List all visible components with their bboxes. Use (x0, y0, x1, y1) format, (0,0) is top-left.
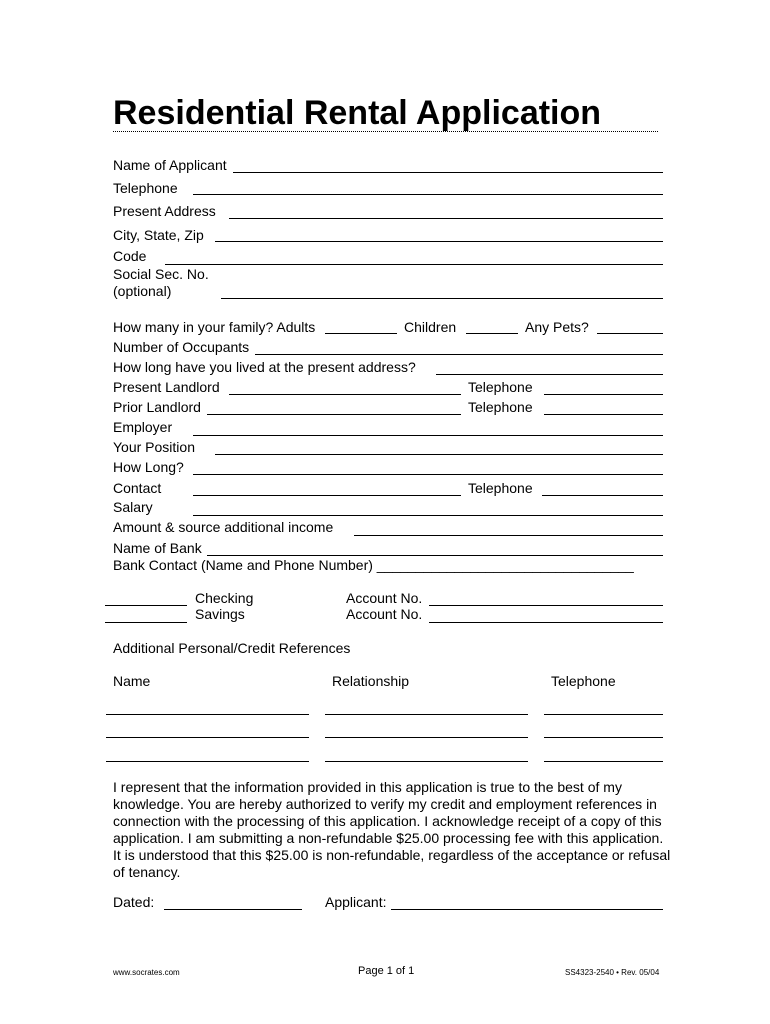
code-label: Code (113, 248, 147, 264)
reference-3-relationship-field[interactable] (325, 761, 528, 762)
ssn-label: Social Sec. No. (113, 266, 209, 282)
savings-account-field[interactable] (429, 622, 663, 623)
occupants-label: Number of Occupants (113, 339, 250, 355)
reference-2-relationship-field[interactable] (325, 737, 528, 738)
applicant-signature-label: Applicant: (325, 894, 387, 910)
contact-label: Contact (113, 480, 162, 496)
present-landlord-label: Present Landlord (113, 379, 220, 395)
reference-1-name-field[interactable] (106, 714, 309, 715)
additional-income-label: Amount & source additional income (113, 519, 334, 535)
additional-income-field[interactable] (354, 535, 663, 536)
contact-telephone-field[interactable] (542, 495, 663, 496)
prior-landlord-label: Prior Landlord (113, 399, 201, 415)
reference-1-telephone-field[interactable] (544, 714, 663, 715)
contact-field[interactable] (193, 495, 461, 496)
checking-label: Checking (195, 590, 254, 606)
ssn-field[interactable] (221, 298, 663, 299)
footer-form-code: SS4323-2540 • Rev. 05/04 (565, 968, 660, 977)
footer-website: www.socrates.com (113, 968, 180, 977)
any-pets-label: Any Pets? (525, 319, 589, 335)
checking-account-field[interactable] (429, 605, 663, 606)
dated-field[interactable] (164, 909, 302, 910)
checking-account-label: Account No. (346, 590, 423, 606)
employer-field[interactable] (193, 435, 663, 436)
reference-1-relationship-field[interactable] (325, 714, 528, 715)
prior-landlord-telephone-field[interactable] (544, 414, 663, 415)
contact-telephone-label: Telephone (468, 480, 533, 496)
savings-account-label: Account No. (346, 606, 423, 622)
references-telephone-header: Telephone (551, 673, 616, 689)
checking-field[interactable] (105, 605, 187, 606)
children-field[interactable] (466, 333, 518, 334)
references-name-header: Name (113, 673, 151, 689)
authorization-statement: I represent that the information provided in this application is true to the best of my knowledge. You are hereby authorized to verify my credit and employment references in connection with the processing of this application. I acknowledge receipt of a copy of this application. I am submitting a non-refundable $25.00 processing fee with this application. It is understood that this $25.00 is non-refundable, regardless of the acceptance or refusal of tenancy. (113, 779, 671, 880)
page-title: Residential Rental Application (113, 94, 602, 132)
telephone-field[interactable] (193, 194, 663, 195)
savings-field[interactable] (105, 622, 187, 623)
reference-3-telephone-field[interactable] (544, 761, 663, 762)
reference-3-name-field[interactable] (106, 761, 309, 762)
how-long-employed-field[interactable] (193, 474, 663, 475)
salary-field[interactable] (193, 515, 663, 516)
name-of-applicant-field[interactable] (233, 172, 663, 173)
present-landlord-telephone-label: Telephone (468, 379, 533, 395)
present-landlord-telephone-field[interactable] (544, 394, 663, 395)
bank-name-label: Name of Bank (113, 540, 202, 556)
position-label: Your Position (113, 439, 195, 455)
bank-contact-label: Bank Contact (Name and Phone Number) _________________________________ (113, 557, 634, 573)
occupants-field[interactable] (255, 354, 663, 355)
ssn-optional-label: (optional) (113, 283, 172, 299)
reference-2-telephone-field[interactable] (544, 737, 663, 738)
position-field[interactable] (215, 454, 663, 455)
footer-page-number: Page 1 of 1 (358, 965, 415, 977)
how-long-employed-label: How Long? (113, 459, 184, 475)
telephone-label: Telephone (113, 180, 178, 196)
references-heading: Additional Personal/Credit References (113, 640, 351, 656)
present-landlord-field[interactable] (229, 394, 461, 395)
how-long-address-label: How long have you lived at the present address? (113, 359, 416, 375)
savings-label: Savings (195, 606, 245, 622)
code-field[interactable] (165, 264, 663, 265)
dated-label: Dated: (113, 894, 155, 910)
adults-field[interactable] (325, 333, 397, 334)
city-state-zip-label: City, State, Zip (113, 227, 204, 243)
present-address-label: Present Address (113, 203, 216, 219)
any-pets-field[interactable] (597, 333, 663, 334)
prior-landlord-field[interactable] (207, 414, 461, 415)
references-relationship-header: Relationship (332, 673, 410, 689)
adults-label: How many in your family? Adults (113, 319, 316, 335)
city-state-zip-field[interactable] (215, 241, 663, 242)
reference-2-name-field[interactable] (106, 737, 309, 738)
salary-label: Salary (113, 499, 153, 515)
how-long-address-field[interactable] (436, 374, 663, 375)
employer-label: Employer (113, 419, 173, 435)
title-divider (113, 131, 658, 132)
name-of-applicant-label: Name of Applicant (113, 157, 227, 173)
prior-landlord-telephone-label: Telephone (468, 399, 533, 415)
children-label: Children (404, 319, 457, 335)
bank-name-field[interactable] (207, 555, 663, 556)
applicant-signature-field[interactable] (391, 909, 663, 910)
present-address-field[interactable] (229, 218, 663, 219)
